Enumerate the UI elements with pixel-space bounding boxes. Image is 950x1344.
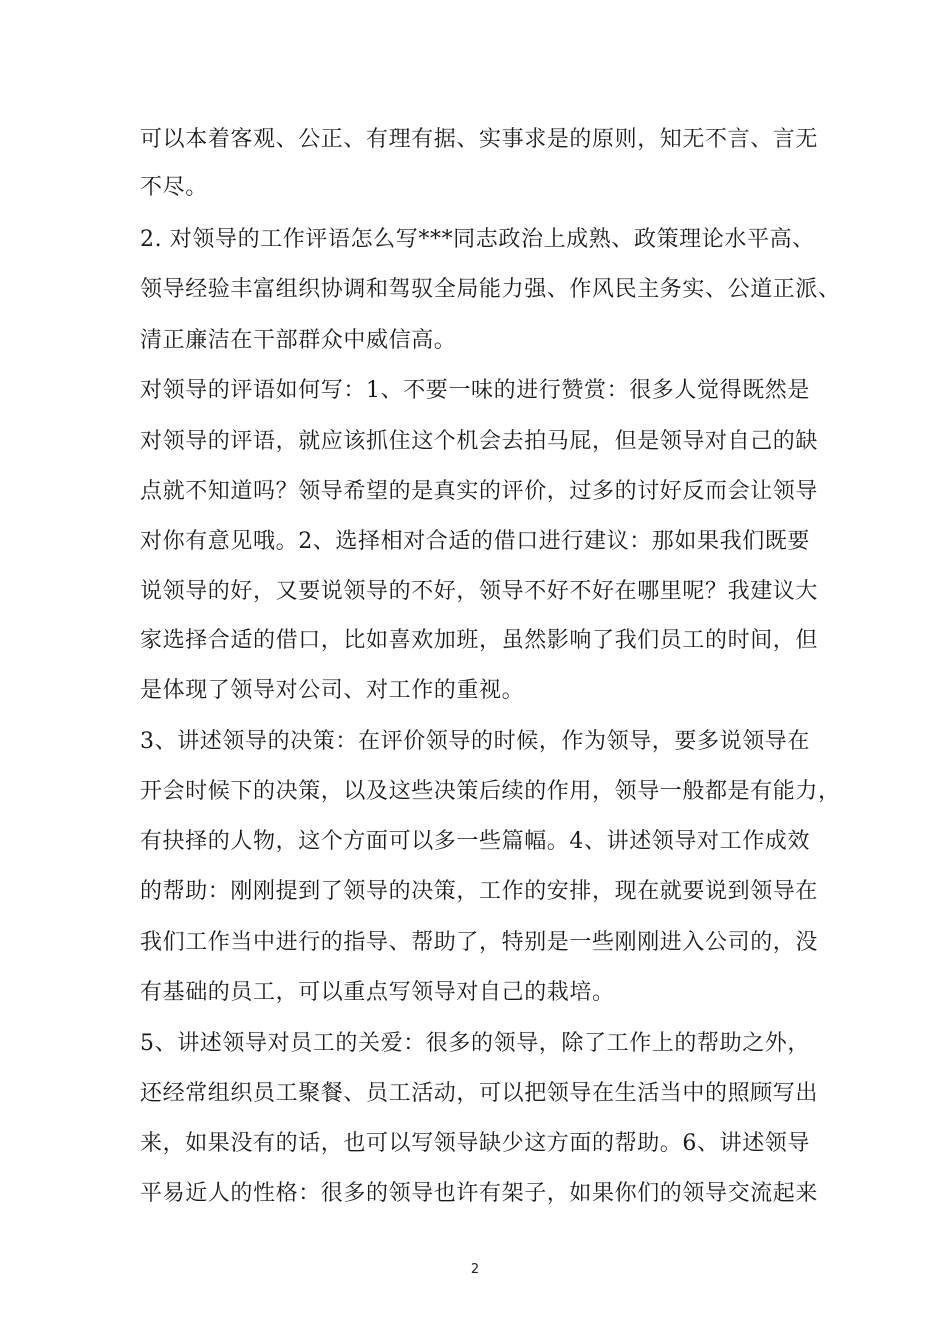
text-line: 对领导的评语，就应该抓住这个机会去拍马屁，但是领导对自己的缺 xyxy=(140,429,819,454)
text-line: 我们工作当中进行的指导、帮助了，特别是一些刚刚进入公司的，没 xyxy=(140,930,819,955)
text-line: 不尽。 xyxy=(140,175,208,200)
text-line: 有抉择的人物，这个方面可以多一些篇幅。4、讲述领导对工作成效 xyxy=(140,829,810,854)
text-line: 2. 对领导的工作评语怎么写***同志政治上成熟、政策理论水平高、 xyxy=(140,227,815,252)
text-line: 5、讲述领导对员工的关爱：很多的领导，除了工作上的帮助之外， xyxy=(140,1031,810,1056)
text-line: 还经常组织员工聚餐、员工活动，可以把领导在生活当中的照顾写出 xyxy=(140,1081,819,1106)
text-line: 说领导的好，又要说领导的不好，领导不好不好在哪里呢？我建议大 xyxy=(140,579,819,604)
text-line: 开会时候下的决策，以及这些决策后续的作用，领导一般都是有能力， xyxy=(140,779,841,804)
text-line: 3、讲述领导的决策：在评价领导的时候，作为领导，要多说领导在 xyxy=(140,729,810,754)
text-line: 平易近人的性格：很多的领导也许有架子，如果你们的领导交流起来 xyxy=(140,1181,819,1206)
text-line: 点就不知道吗？领导希望的是真实的评价，过多的讨好反而会让领导 xyxy=(140,479,819,504)
text-line: 可以本着客观、公正、有理有据、实事求是的原则，知无不言、言无 xyxy=(140,127,819,152)
text-line: 领导经验丰富组织协调和驾驭全局能力强、作风民主务实、公道正派、 xyxy=(140,277,841,302)
text-line: 对领导的评语如何写：1、不要一味的进行赞赏：很多人觉得既然是 xyxy=(140,378,810,403)
text-line: 对你有意见哦。2、选择相对合适的借口进行建议：那如果我们既要 xyxy=(140,529,810,554)
text-line: 的帮助：刚刚提到了领导的决策，工作的安排，现在就要说到领导在 xyxy=(140,879,819,904)
text-line: 家选择合适的借口，比如喜欢加班，虽然影响了我们员工的时间，但 xyxy=(140,628,819,653)
text-line: 来，如果没有的话，也可以写领导缺少这方面的帮助。6、讲述领导 xyxy=(140,1131,810,1156)
text-line: 是体现了领导对公司、对工作的重视。 xyxy=(140,678,525,703)
page-number: 2 xyxy=(470,1262,480,1277)
text-line: 清正廉洁在干部群众中威信高。 xyxy=(140,328,457,353)
text-line: 有基础的员工，可以重点写领导对自己的栽培。 xyxy=(140,980,615,1005)
